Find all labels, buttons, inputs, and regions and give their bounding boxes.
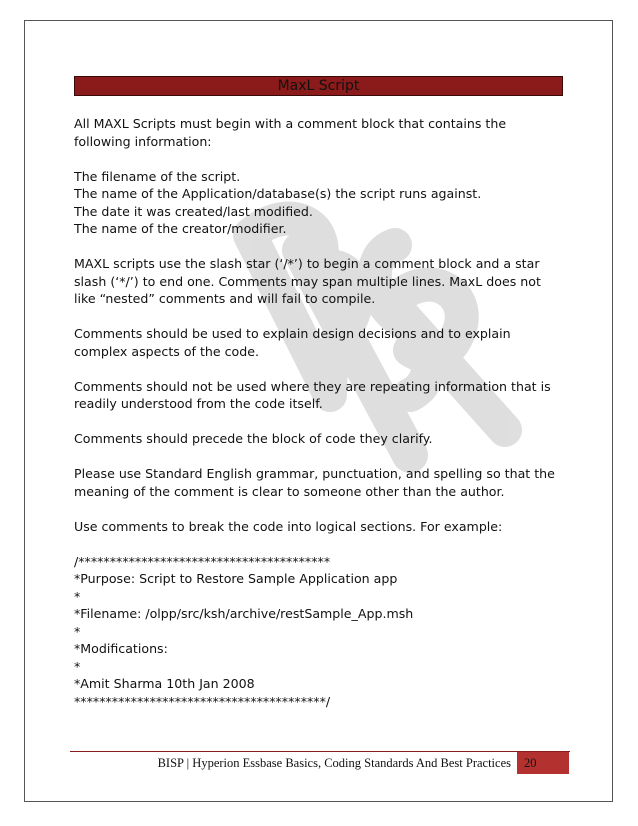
text-line: meaning of the comment is clear to someone other than the author. — [74, 483, 505, 499]
text-line: Use comments to break the code into logical sections. For example: — [74, 518, 503, 534]
repeating-info-paragraph — [74, 378, 566, 413]
code-line: * — [74, 623, 81, 639]
footer-text: BISP | Hyperion Essbase Basics, Coding Standards And Best Practices — [157, 756, 511, 770]
text-line: like “nested” comments and will fail to compile. — [74, 291, 376, 306]
text-line: following information: — [74, 133, 212, 149]
text-line: The filename of the script. — [74, 168, 241, 184]
design-decisions-paragraph — [74, 325, 566, 360]
section-heading: MaxL Script — [74, 76, 563, 96]
text-line: The date it was created/last modified. — [74, 203, 313, 219]
logical-sections-paragraph — [74, 518, 566, 536]
page-number: 20 — [517, 752, 569, 774]
code-line: * — [74, 588, 81, 604]
code-line: *Purpose: Script to Restore Sample Application app — [74, 571, 398, 586]
text-line: The name of the creator/modifier. — [74, 221, 287, 236]
comment-syntax-paragraph — [74, 255, 566, 308]
comment-block-example — [74, 553, 566, 711]
grammar-paragraph — [74, 465, 566, 500]
code-line: ****************************************/ — [74, 693, 331, 709]
code-line: *Filename: /olpp/src/ksh/archive/restSample_App.msh — [74, 606, 414, 621]
text-line: The name of the Application/database(s) the script runs against. — [74, 186, 482, 201]
required-info-list — [74, 168, 566, 238]
text-line: MAXL scripts use the slash star (‘/*’) to begin a comment block and a star — [74, 256, 540, 271]
code-line: *Amit Sharma 10th Jan 2008 — [74, 676, 255, 691]
text-line: Comments should precede the block of code they clarify. — [74, 431, 433, 446]
code-line: /**************************************** — [74, 553, 331, 569]
text-line: readily understood from the code itself. — [74, 396, 323, 411]
text-line: Comments should not be used where they are repeating information that is — [74, 378, 551, 394]
text-line: Comments should be used to explain design decisions and to explain — [74, 326, 511, 341]
text-line: slash (‘*/’) to end one. Comments may span multiple lines. MaxL does not — [74, 273, 541, 289]
text-line: complex aspects of the code. — [74, 343, 260, 359]
document-body — [74, 115, 566, 710]
precede-code-paragraph — [74, 430, 566, 448]
code-line: *Modifications: — [74, 641, 168, 656]
code-line: * — [74, 658, 81, 674]
intro-paragraph — [74, 115, 566, 150]
text-line: All MAXL Scripts must begin with a comment block that contains the — [74, 116, 507, 131]
text-line: Please use Standard English grammar, punctuation, and spelling so that the — [74, 466, 555, 481]
